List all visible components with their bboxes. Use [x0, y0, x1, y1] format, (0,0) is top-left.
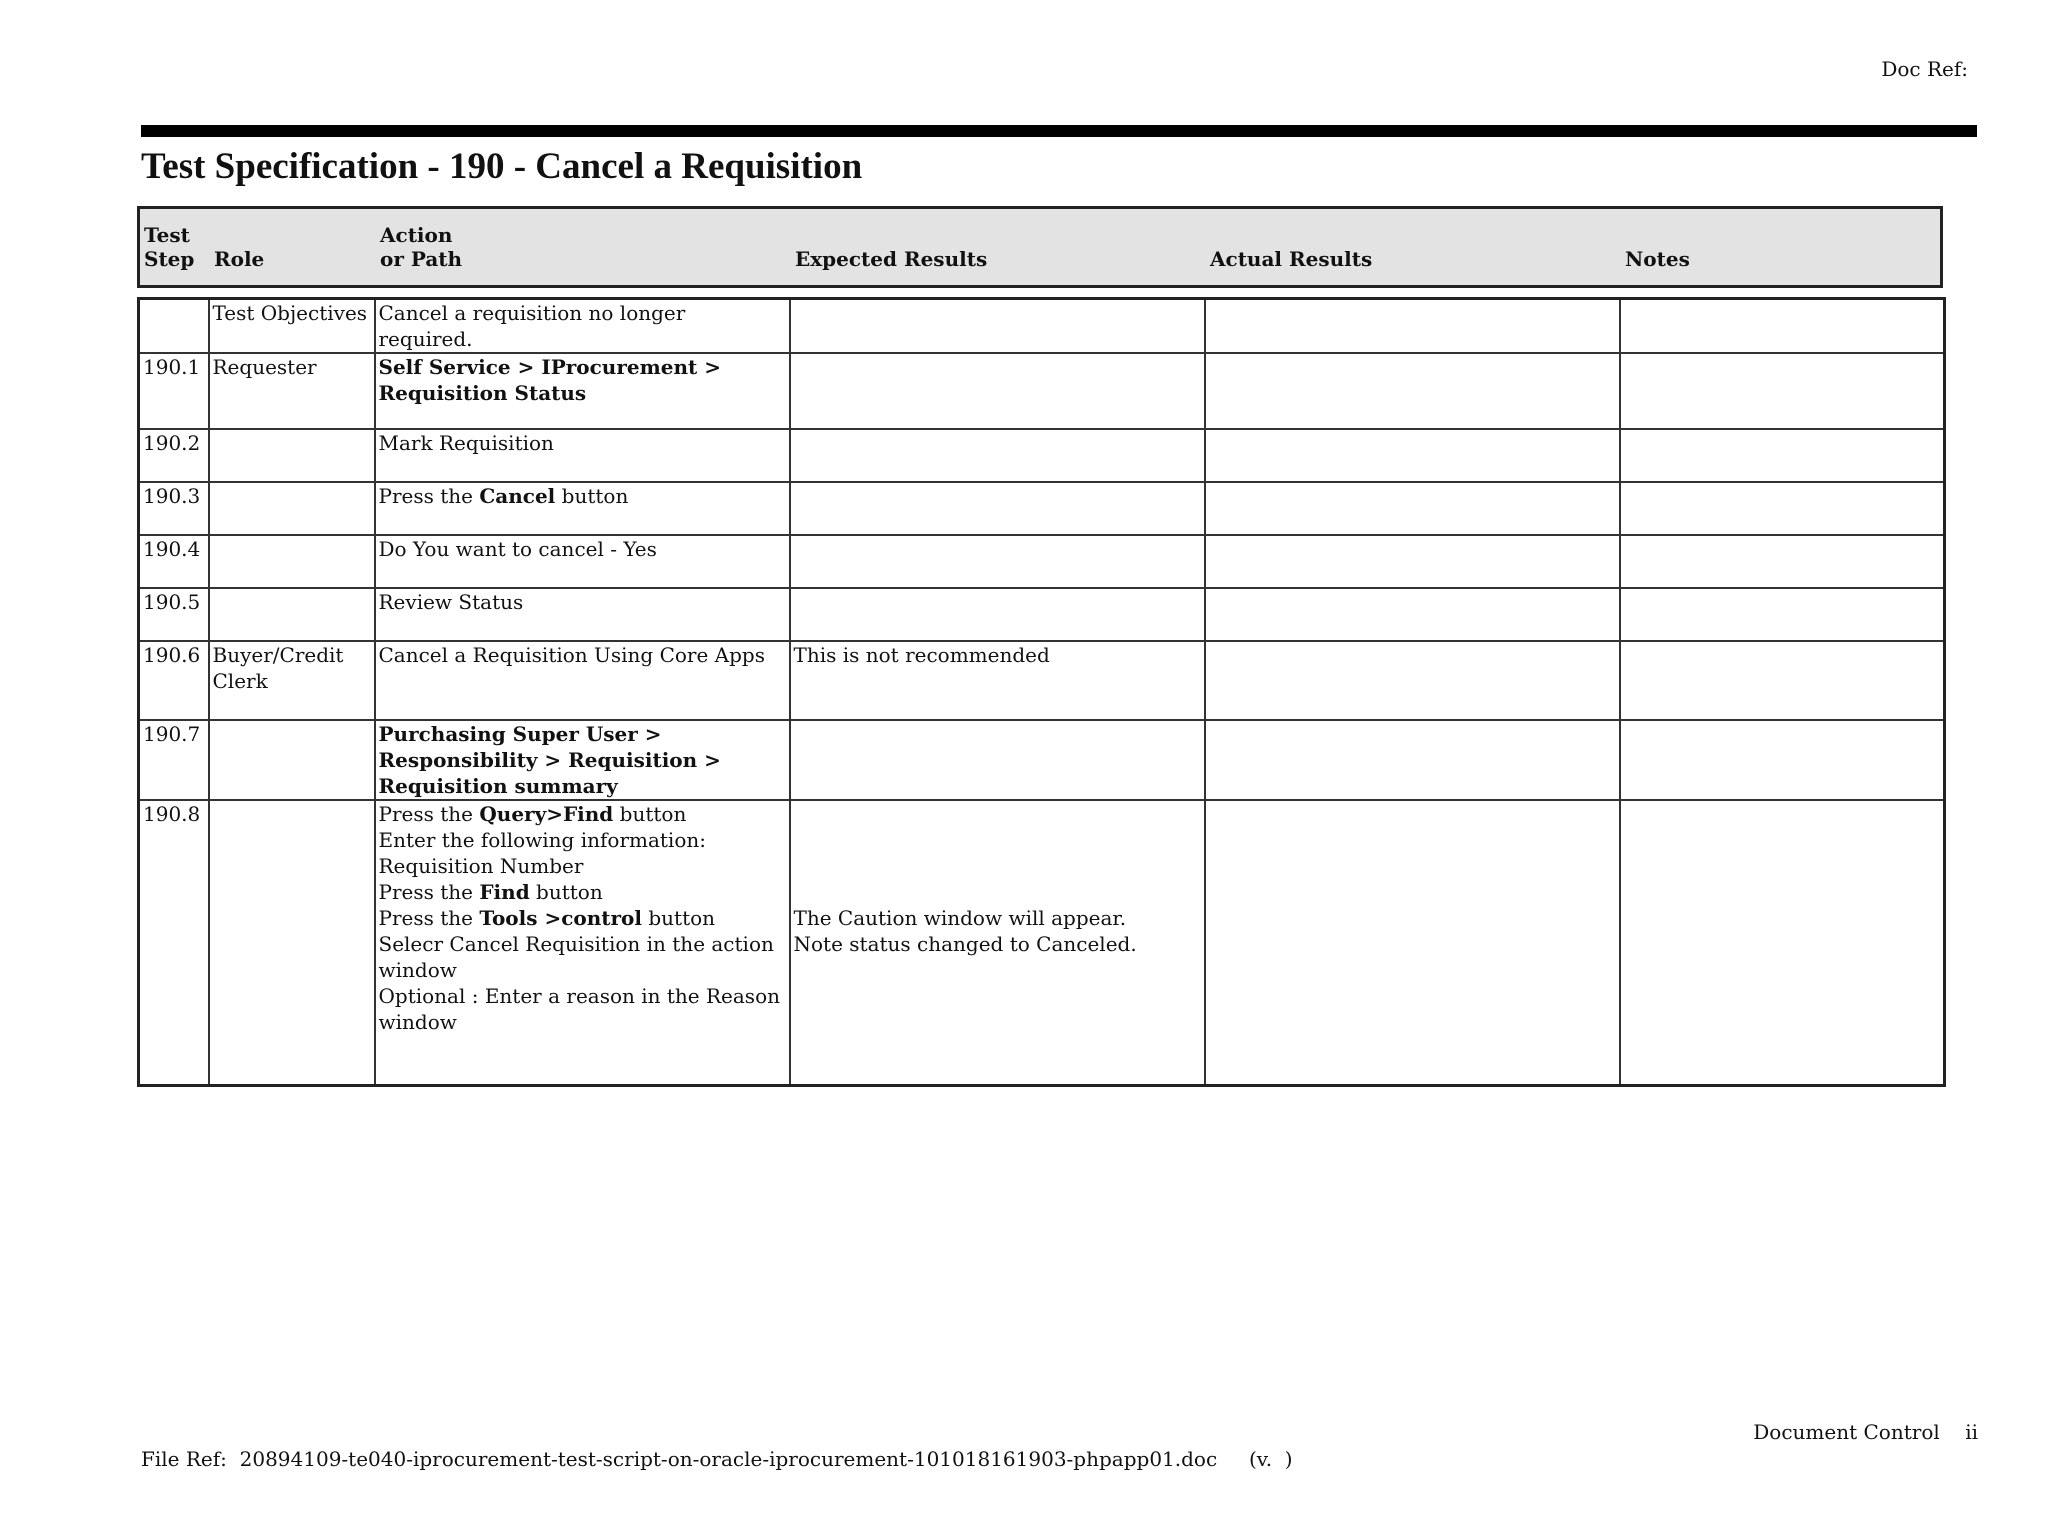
step-cell: 190.1 — [139, 353, 209, 429]
notes-cell — [1620, 299, 1945, 354]
action-cell — [375, 800, 790, 1085]
test-spec-table — [137, 297, 1946, 1087]
column-header-test-step: Test Step — [144, 223, 195, 271]
table-row — [139, 720, 1945, 800]
action-line: Selecr Cancel Requisition in the action window — [378, 932, 774, 982]
action-cell: Cancel a Requisition Using Core Apps — [375, 641, 790, 720]
column-header-action: Action or Path — [380, 223, 463, 271]
column-header-role: Role — [214, 247, 265, 271]
column-header-expected-results: Expected Results — [795, 247, 988, 271]
footer-file-ref — [141, 1447, 1293, 1471]
role-cell — [209, 800, 375, 1085]
action-line: Press the Find button — [378, 880, 603, 904]
table-row — [139, 588, 1945, 641]
action-cell: Purchasing Super User > Responsibility > Requisition > Requisition summary — [375, 720, 790, 800]
table-row — [139, 482, 1945, 535]
notes-cell — [1620, 429, 1945, 482]
action-line: Press the Tools >control button — [378, 906, 716, 930]
expected-results-cell — [790, 482, 1205, 535]
role-cell — [209, 482, 375, 535]
step-cell: 190.8 — [139, 800, 209, 1085]
file-ref-label: File Ref: — [141, 1447, 227, 1471]
step-cell: 190.5 — [139, 588, 209, 641]
table-row — [139, 800, 1945, 1085]
actual-results-cell — [1205, 800, 1620, 1085]
actual-results-cell — [1205, 641, 1620, 720]
file-version: (v. ) — [1248, 1447, 1293, 1471]
table-row — [139, 429, 1945, 482]
column-header-notes: Notes — [1625, 247, 1690, 271]
table-row — [139, 641, 1945, 720]
actual-results-cell — [1205, 535, 1620, 588]
action-cell: Self Service > IProcurement > Requisition Status — [375, 353, 790, 429]
step-cell: 190.6 — [139, 641, 209, 720]
actual-results-cell — [1205, 429, 1620, 482]
action-line: Requisition Number — [378, 854, 584, 878]
expected-results-cell: This is not recommended — [790, 641, 1205, 720]
notes-cell — [1620, 353, 1945, 429]
expected-results-cell — [790, 800, 1205, 1085]
table-row — [139, 353, 1945, 429]
actual-results-cell — [1205, 299, 1620, 354]
step-cell: 190.4 — [139, 535, 209, 588]
role-cell: Requester — [209, 353, 375, 429]
footer-page-number: ii — [1965, 1420, 1978, 1444]
title-rule — [141, 125, 1977, 137]
expected-results-cell — [790, 535, 1205, 588]
expected-results-cell — [790, 720, 1205, 800]
action-line: Enter the following information: — [378, 828, 706, 852]
action-line: Optional : Enter a reason in the Reason window — [378, 984, 780, 1034]
role-cell — [209, 588, 375, 641]
notes-cell — [1620, 482, 1945, 535]
role-cell — [209, 720, 375, 800]
notes-cell — [1620, 588, 1945, 641]
expected-results-cell — [790, 588, 1205, 641]
page-title: Test Specification - 190 - Cancel a Requisition — [141, 146, 863, 187]
notes-cell — [1620, 800, 1945, 1085]
actual-results-cell — [1205, 353, 1620, 429]
step-cell: 190.7 — [139, 720, 209, 800]
file-ref-value: 20894109-te040-iprocurement-test-script-on-oracle-iprocurement-101018161903-phpapp01.doc — [239, 1447, 1218, 1471]
role-cell — [209, 429, 375, 482]
role-cell: Buyer/Credit Clerk — [209, 641, 375, 720]
action-cell: Review Status — [375, 588, 790, 641]
action-line: Press the Query>Find button — [378, 802, 687, 826]
table-row — [139, 535, 1945, 588]
notes-cell — [1620, 720, 1945, 800]
role-cell — [209, 535, 375, 588]
action-cell: Mark Requisition — [375, 429, 790, 482]
expected-results-cell — [790, 353, 1205, 429]
action-cell: Cancel a requisition no longer required. — [375, 299, 790, 354]
doc-ref-label: Doc Ref: — [1881, 57, 1968, 81]
step-cell — [139, 299, 209, 354]
actual-results-cell — [1205, 720, 1620, 800]
step-cell: 190.2 — [139, 429, 209, 482]
step-cell: 190.3 — [139, 482, 209, 535]
footer-section — [1753, 1420, 1978, 1444]
expected-line: Note status changed to Canceled. — [793, 932, 1137, 956]
actual-results-cell — [1205, 588, 1620, 641]
column-header-actual-results: Actual Results — [1210, 247, 1373, 271]
expected-results-cell — [790, 429, 1205, 482]
action-cell: Press the Cancel button — [375, 482, 790, 535]
actual-results-cell — [1205, 482, 1620, 535]
action-cell: Do You want to cancel - Yes — [375, 535, 790, 588]
expected-results-cell — [790, 299, 1205, 354]
expected-line: The Caution window will appear. — [793, 906, 1127, 930]
table-row — [139, 299, 1945, 354]
role-cell: Test Objectives — [209, 299, 375, 354]
footer-section-name: Document Control — [1753, 1420, 1940, 1444]
notes-cell — [1620, 535, 1945, 588]
notes-cell — [1620, 641, 1945, 720]
table-header — [137, 206, 1943, 288]
